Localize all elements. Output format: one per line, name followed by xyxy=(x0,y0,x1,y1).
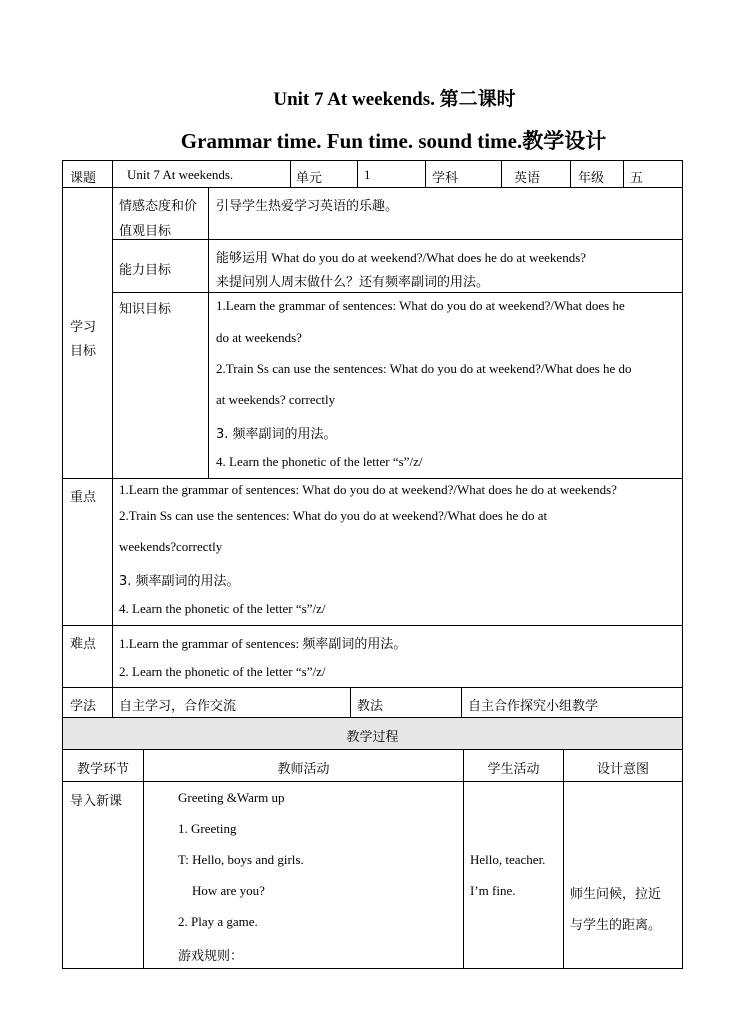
goals-label-1: 学习 xyxy=(70,320,97,335)
col-teacher: 教师活动 xyxy=(277,762,330,777)
key-points-label: 重点 xyxy=(70,490,97,505)
difficulties-label: 难点 xyxy=(70,637,97,652)
col-student: 学生活动 xyxy=(487,762,540,777)
knowledge-line: 2.Train Ss can use the sentences: What do you do at weekend?/What does he do xyxy=(216,361,632,376)
key-point-line: 1.Learn the grammar of sentences: What do you do at weekend?/What does he do at weekends? xyxy=(119,482,617,497)
page-subtitle: Grammar time. Fun time. sound time.教学设计 xyxy=(180,129,607,153)
ability-text-2: 来提问别人周末做什么？还有频率副词的用法。 xyxy=(216,275,490,290)
key-point-line: 3. 频率副词的用法。 xyxy=(119,574,240,589)
knowledge-line: 1.Learn the grammar of sentences: What do you do at weekend?/What does he xyxy=(216,298,625,313)
knowledge-line: 3. 频率副词的用法。 xyxy=(216,427,337,442)
cell-unit-label: 单元 xyxy=(296,171,323,186)
goals-label-2: 目标 xyxy=(70,344,97,359)
cell-subject-label: 学科 xyxy=(432,171,459,186)
emotion-text: 引导学生热爱学习英语的乐趣。 xyxy=(216,199,399,214)
emotion-label-2: 值观目标 xyxy=(119,224,172,239)
teacher-line: T: Hello, boys and girls. xyxy=(178,852,304,867)
teach-method-value: 自主合作探究小组教学 xyxy=(468,699,599,714)
ability-label: 能力目标 xyxy=(119,263,172,278)
process-heading: 教学过程 xyxy=(346,730,399,745)
stage-cell: 导入新课 xyxy=(70,794,123,809)
key-point-line: weekends?correctly xyxy=(119,539,223,554)
cell-unit-value: 1 xyxy=(364,167,371,182)
teacher-line: How are you? xyxy=(192,883,265,898)
key-point-line: 2.Train Ss can use the sentences: What do you do at weekend?/What does he do at xyxy=(119,508,548,523)
cell-grade-label: 年级 xyxy=(578,171,605,186)
study-method-value: 自主学习，合作交流 xyxy=(119,699,237,714)
key-point-line: 4. Learn the phonetic of the letter “s”/z/ xyxy=(119,601,326,616)
teacher-line: 游戏规则： xyxy=(178,949,244,964)
emotion-label-1: 情感态度和价 xyxy=(119,199,198,214)
student-line: Hello, teacher. xyxy=(470,852,546,867)
page-title: Unit 7 At weekends. 第二课时 xyxy=(273,89,516,110)
study-method-label: 学法 xyxy=(70,699,97,714)
teacher-line: Greeting &Warm up xyxy=(178,790,285,805)
knowledge-line: 4. Learn the phonetic of the letter “s”/z/ xyxy=(216,454,423,469)
cell-grade-value: 五 xyxy=(630,171,644,186)
difficulty-line: 1.Learn the grammar of sentences: 频率副词的用法。 xyxy=(119,636,407,651)
intent-line: 师生问候，拉近 xyxy=(570,887,662,902)
intent-line: 与学生的距离。 xyxy=(570,918,662,933)
knowledge-line: do at weekends? xyxy=(216,330,302,345)
cell-topic-label: 课题 xyxy=(70,171,97,186)
difficulty-line: 2. Learn the phonetic of the letter “s”/z/ xyxy=(119,664,326,679)
teacher-line: 1. Greeting xyxy=(178,821,237,836)
teach-method-label: 教法 xyxy=(357,699,384,714)
knowledge-label: 知识目标 xyxy=(119,302,172,317)
knowledge-line: at weekends? correctly xyxy=(216,392,336,407)
ability-text-1: 能够运用 What do you do at weekend?/What does he do at weekends? xyxy=(216,250,587,265)
student-line: I’m fine. xyxy=(470,883,516,898)
cell-topic-value: Unit 7 At weekends. xyxy=(127,167,234,182)
col-stage: 教学环节 xyxy=(76,762,129,777)
teacher-line: 2. Play a game. xyxy=(178,914,258,929)
cell-subject-value: 英语 xyxy=(514,171,541,186)
col-intent: 设计意图 xyxy=(596,762,649,777)
